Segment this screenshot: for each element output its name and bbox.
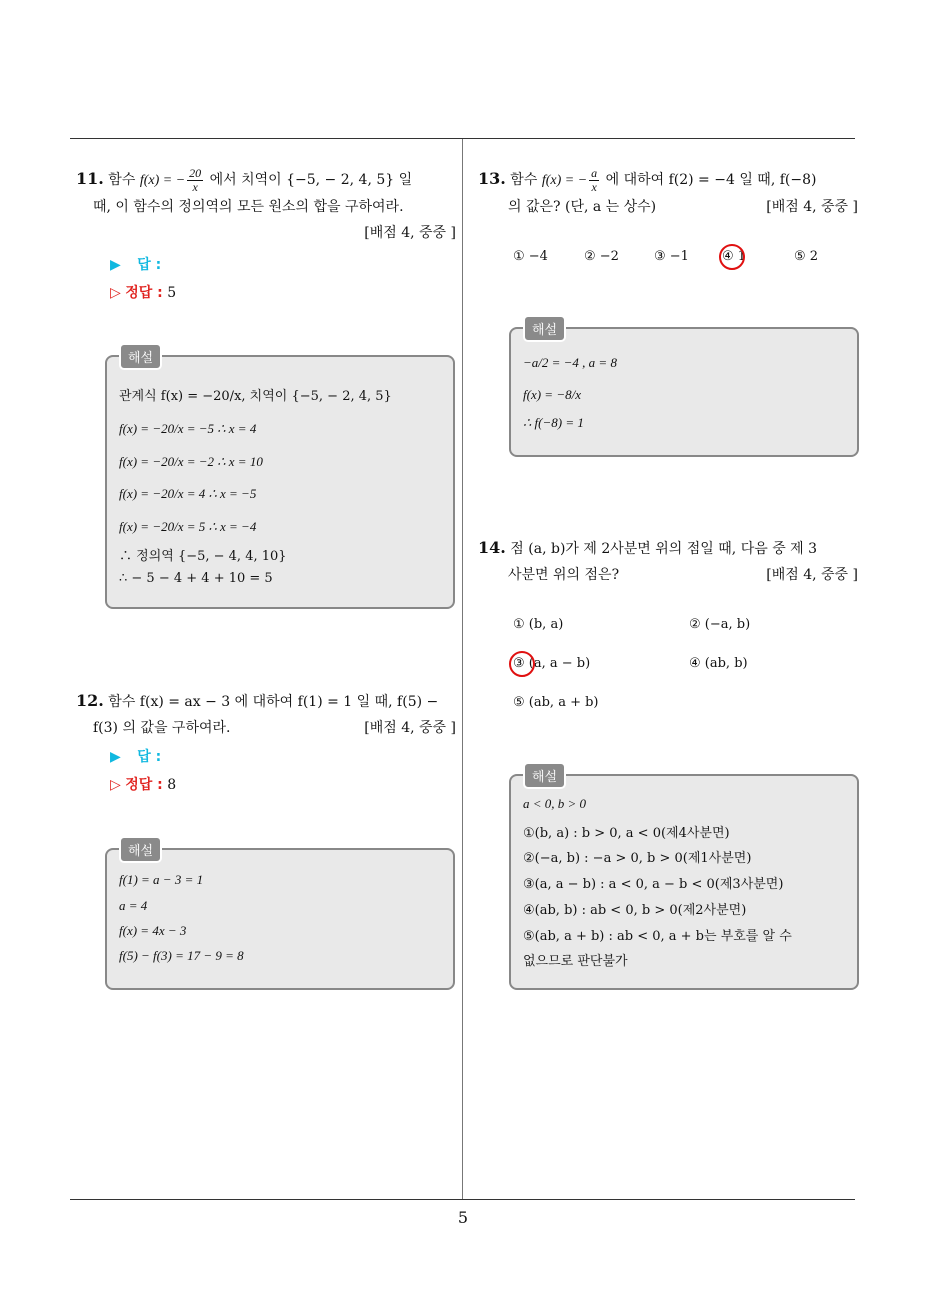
- solution-tag: 해설: [523, 762, 566, 789]
- fraction: [589, 167, 599, 194]
- question-text: 에 대하여 f(2) = −4 일 때, f(−8): [605, 172, 817, 188]
- solution-line: f(x) = −20/x = −5 ∴ x = 4: [119, 421, 257, 436]
- correct-arrow-icon: ▷: [110, 285, 121, 301]
- correct-answer-row: [110, 282, 176, 302]
- solution-line: 관계식 f(x) = −20/x, 치역이 {−5, − 2, 4, 5}: [119, 389, 392, 404]
- fraction-denominator: x: [192, 179, 198, 194]
- solution-line: ∴ 정의역 {−5, − 4, 4, 10}: [119, 549, 287, 564]
- solution-line: 없으므로 판단불가: [523, 954, 628, 969]
- fraction-numerator: a: [591, 165, 598, 180]
- question-11-line1: [76, 166, 456, 194]
- solution-line: ∴ − 5 − 4 + 4 + 10 = 5: [119, 571, 273, 586]
- solution-line: ④(ab, b) : ab < 0, b > 0(제2사분면): [523, 903, 747, 918]
- correct-arrow-icon: ▷: [110, 777, 121, 793]
- question-number: 12.: [76, 691, 104, 710]
- question-11: [76, 166, 456, 246]
- solution-line: f(x) = −8/x: [523, 387, 581, 402]
- choice-2[interactable]: ② (−a, b): [689, 617, 751, 632]
- question-text: 함수: [108, 172, 136, 188]
- solution-box-11: [105, 351, 455, 609]
- selected-answer-circle-icon: [509, 651, 535, 677]
- answer-arrow-icon: ▶: [110, 749, 121, 765]
- bottom-rule: [70, 1199, 855, 1200]
- question-11-line2: 때, 이 함수의 정의역의 모든 원소의 합을 구하여라.: [93, 199, 404, 215]
- question-text: 함수 f(x) = ax − 3 에 대하여 f(1) = 1 일 때, f(5) −: [108, 694, 439, 710]
- correct-value: 5: [167, 285, 177, 301]
- solution-box-12: [105, 844, 455, 990]
- function-expression: f(x) = −: [541, 173, 588, 188]
- page-number: 5: [457, 1208, 469, 1227]
- correct-label: 정답 :: [125, 777, 163, 793]
- fraction-numerator: 20: [189, 165, 202, 180]
- solution-line: ①(b, a) : b > 0, a < 0(제4사분면): [523, 826, 730, 841]
- solution-line: ⑤(ab, a + b) : ab < 0, a + b는 부호를 알 수: [523, 929, 792, 944]
- choice-2[interactable]: ② −2: [584, 249, 619, 264]
- score-label: [배점 4, 중중 ]: [364, 720, 456, 736]
- question-text: f(3) 의 값을 구하여라.: [93, 720, 231, 736]
- column-divider: [462, 139, 463, 1199]
- correct-value: 8: [167, 777, 177, 793]
- choice-1[interactable]: ① −4: [513, 249, 548, 264]
- selected-answer-circle-icon: [719, 244, 745, 270]
- solution-line: ∴ f(−8) = 1: [523, 415, 584, 430]
- choice-5[interactable]: ⑤ (ab, a + b): [513, 695, 599, 710]
- solution-tag: 해설: [523, 315, 566, 342]
- question-14-line1: [478, 535, 858, 562]
- correct-answer-row: [110, 774, 176, 794]
- question-number: 14.: [478, 538, 506, 557]
- correct-label: 정답 :: [125, 285, 163, 301]
- solution-box-13: [509, 323, 859, 457]
- question-13: [478, 166, 858, 220]
- solution-tag: 해설: [119, 836, 162, 863]
- solution-line: a < 0, b > 0: [523, 796, 587, 811]
- answer-label: 답 :: [137, 257, 162, 273]
- solution-line: ②(−a, b) : −a > 0, b > 0(제1사분면): [523, 851, 752, 866]
- choice-3[interactable]: ③ (a, a − b): [513, 656, 591, 671]
- solution-line: ③(a, a − b) : a < 0, a − b < 0(제3사분면): [523, 877, 784, 892]
- solution-line: −a/2 = −4 , a = 8: [523, 355, 617, 370]
- fraction-denominator: x: [591, 179, 597, 194]
- question-text: 에서 치역이 {−5, − 2, 4, 5} 일: [209, 172, 413, 188]
- question-text: 의 값은? (단, a 는 상수): [508, 199, 657, 215]
- question-text: 사분면 위의 점은?: [508, 567, 620, 583]
- solution-line: a = 4: [119, 898, 148, 913]
- choice-4[interactable]: ④ 1: [722, 249, 747, 264]
- answer-row: [110, 254, 161, 274]
- score-label: [배점 4, 중중 ]: [766, 199, 858, 215]
- question-13-line1: [478, 166, 858, 194]
- solution-line: f(x) = −20/x = 5 ∴ x = −4: [119, 519, 257, 534]
- answer-arrow-icon: ▶: [110, 257, 121, 273]
- score-label: [배점 4, 중중 ]: [766, 567, 858, 583]
- choice-3[interactable]: ③ −1: [654, 249, 689, 264]
- solution-line: f(x) = −20/x = −2 ∴ x = 10: [119, 454, 263, 469]
- solution-line: f(1) = a − 3 = 1: [119, 872, 204, 887]
- question-text: 점 (a, b)가 제 2사분면 위의 점일 때, 다음 중 제 3: [510, 541, 818, 557]
- question-12: [76, 688, 456, 741]
- solution-line: f(x) = 4x − 3: [119, 923, 187, 938]
- answer-label: 답 :: [137, 749, 162, 765]
- question-number: 11.: [76, 169, 104, 188]
- function-expression: f(x) = −: [139, 173, 186, 188]
- solution-line: f(x) = −20/x = 4 ∴ x = −5: [119, 486, 257, 501]
- question-number: 13.: [478, 169, 506, 188]
- solution-box-14: [509, 770, 859, 990]
- choice-5[interactable]: ⑤ 2: [794, 249, 819, 264]
- choice-1[interactable]: ① (b, a): [513, 617, 564, 632]
- solution-line: f(5) − f(3) = 17 − 9 = 8: [119, 948, 244, 963]
- fraction: [187, 167, 203, 194]
- score-label: [배점 4, 중중 ]: [364, 225, 456, 241]
- question-14: [478, 535, 858, 588]
- question-12-line1: [76, 688, 456, 715]
- answer-row: [110, 746, 161, 766]
- solution-tag: 해설: [119, 343, 162, 370]
- question-text: 함수: [510, 172, 538, 188]
- choice-4[interactable]: ④ (ab, b): [689, 656, 748, 671]
